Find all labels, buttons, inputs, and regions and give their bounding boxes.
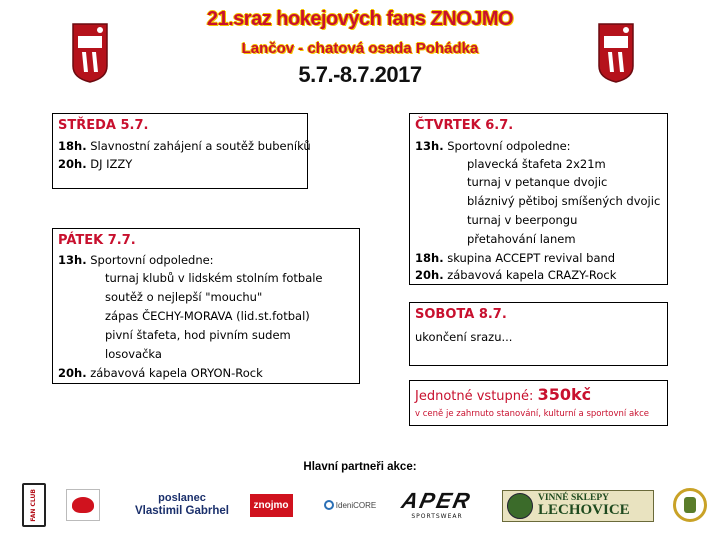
znojmo-logo: znojmo: [249, 484, 293, 526]
poslanec-logo: poslanec Vlastimil Gabrhel: [135, 492, 229, 517]
schedule-item: 18h. Slavnostní zahájení a soutěž bubeníků: [58, 139, 311, 153]
event-dates: 5.7.-8.7.2017: [298, 62, 422, 87]
idenicore-icon: [324, 500, 334, 510]
lechovice-emblem-icon: [507, 493, 533, 519]
aper-logo: APER SPORTSWEAR: [399, 488, 475, 520]
sub-item: soutěž o nejlepší "mouchu": [105, 290, 263, 304]
admission-line: [415, 385, 591, 404]
sub-item: turnaj v petanque dvojic: [467, 175, 608, 189]
schedule-item: 13h. Sportovní odpoledne:: [58, 253, 214, 267]
schedule-item: 20h. zábavová kapela CRAZY-Rock: [415, 268, 617, 282]
sub-item: plavecká štafeta 2x21m: [467, 157, 606, 171]
schedule-item: 20h. DJ IZZY: [58, 157, 133, 171]
event-location: Lančov - chatová osada Pohádka: [241, 40, 479, 57]
day-box-friday: [52, 228, 360, 384]
partners-heading: Hlavní partneři akce:: [303, 461, 417, 473]
sub-item: turnaj klubů v lidském stolním fotbale: [105, 271, 323, 285]
admission-box: [409, 380, 668, 426]
club-crest-logo-left: [70, 22, 110, 84]
sub-item: pivní štafeta, hod pivním sudem: [105, 328, 291, 342]
fanclub-logo: FAN CLUB: [22, 484, 46, 526]
day-box-saturday: [409, 302, 668, 366]
sub-item: přetahování lanem: [467, 232, 576, 246]
partner-logo-red-emblem: [66, 484, 100, 526]
day-heading: PÁTEK 7.7.: [58, 233, 136, 248]
vinne-sklepy-lechovice-logo: VINNÉ SKLEPY LECHOVICE: [502, 490, 654, 522]
day-heading: STŘEDA 5.7.: [58, 118, 149, 133]
admission-note: v ceně je zahrnuto stanování, kulturní a sportovní akce: [415, 409, 650, 419]
admission-label: Jednotné vstupné:: [415, 389, 534, 404]
admission-price: 350kč: [537, 385, 592, 404]
sub-item: turnaj v beerpongu: [467, 213, 578, 227]
day-box-wednesday: [52, 113, 311, 189]
day-heading: ČTVRTEK 6.7.: [415, 118, 514, 133]
schedule-item: ukončení srazu...: [415, 330, 513, 344]
schedule-item: 18h. skupina ACCEPT revival band: [415, 251, 616, 265]
club-crest-logo-right: [596, 22, 636, 84]
sub-item: bláznivý pětiboj smíšených dvojic: [467, 194, 661, 208]
schedule-item: 20h. zábavová kapela ORYON-Rock: [58, 366, 263, 380]
day-heading: SOBOTA 8.7.: [415, 307, 507, 322]
day-box-thursday: [409, 113, 668, 285]
idenicore-logo: IdeniCORE: [323, 484, 377, 526]
event-title: 21.sraz hokejových fans ZNOJMO: [206, 8, 514, 30]
sub-item: losovačka: [105, 347, 162, 361]
partner-round-seal-logo: [672, 484, 708, 526]
schedule-item: 13h. Sportovní odpoledne:: [415, 139, 571, 153]
sub-item: zápas ČECHY-MORAVA (lid.st.fotbal): [105, 309, 310, 323]
